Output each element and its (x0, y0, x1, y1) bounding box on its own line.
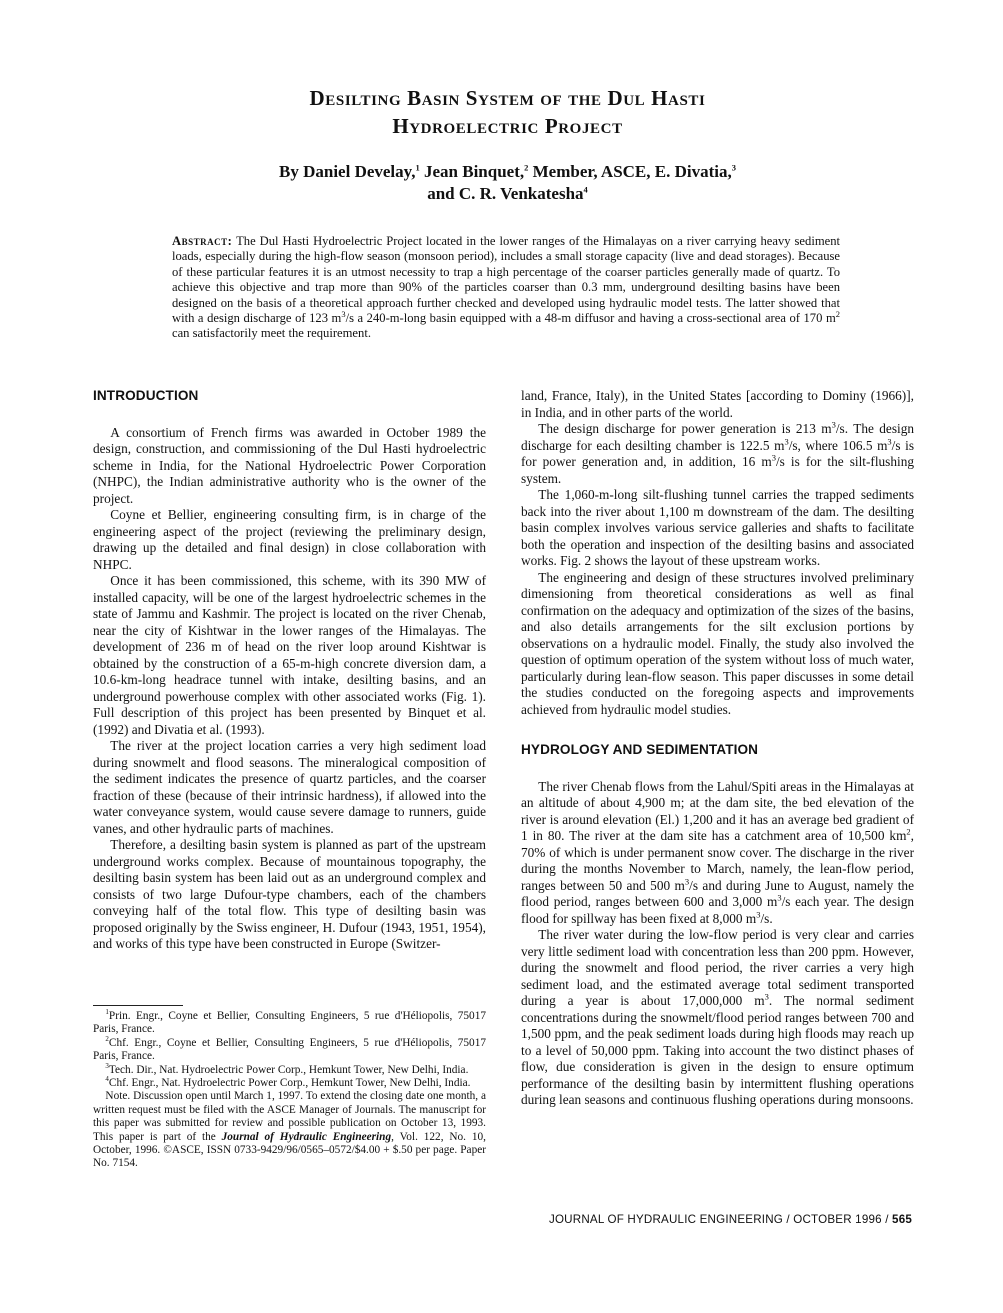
paragraph: Once it has been commissioned, this scheme, with its 390 MW of installed capacity, will be one of the largest hydroelectric schemes in the state of Jammu and Kashmir. The project is located on the river Chenab, near the city of Kishtwar in the lower ranges of the Himalayas. The development of 236 m of head on the river loop around Kishtwar is obtained by the construction of a 65-m-high concrete diversion dam, a 10.6-km-long headrace tunnel with intake, desilting basins, and an underground powerhouse complex with other associated works (Fig. 1). Full description of this project has been presented by Binquet et al. (1992) and Divatia et al. (1993). (93, 573, 486, 737)
authors-line-2 (90, 183, 925, 205)
abstract (172, 234, 840, 342)
footnote-ref: 1 (415, 162, 420, 173)
page-number: 565 (892, 1213, 912, 1226)
superscript: 3 (341, 308, 346, 319)
footnote-ref: 2 (524, 162, 529, 173)
page-footer (521, 1213, 912, 1226)
paragraph (521, 927, 914, 1109)
footnote-2 (93, 1037, 486, 1064)
paragraph: The river at the project location carries a very high sediment load during snowmelt and flood seasons. The mineralogical composition of the sediment indicates the presence of quartz particles, and the coarser fraction of these (because of their intrinsic hardness), if allowed into the water conveyance system, would cause severe damage to runners, guide vanes, and other hydraulic parts of machines. (93, 738, 486, 836)
by-label: By (279, 162, 299, 181)
title-line-1: Desilting Basin System of the Dul Hasti (309, 86, 706, 110)
text-run: /s is for power generation and, in addition, 16 m (521, 437, 914, 469)
superscript: 3 (784, 436, 789, 447)
footnote-1 (93, 1010, 486, 1037)
superscript: 3 (777, 892, 782, 903)
section-heading-hydrology: HYDROLOGY AND SEDIMENTATION (521, 742, 759, 757)
paragraph: Coyne et Bellier, engineering consulting firm, is in charge of the engineering aspect of the project (reviewing the preliminary design, drawing up the detailed and final design) in close collaboration with NHPC. (93, 507, 486, 572)
footnote-3 (93, 1061, 486, 1077)
superscript: 3 (887, 436, 892, 447)
paragraph: land, France, Italy), in the United States [according to Dominy (1966)], in India, and in other parts of the world. (521, 388, 914, 420)
paper-title (90, 84, 925, 140)
note-text: , Vol. 122, No. 10, October, 1996. ©ASCE, ISSN 0733-9429/96/0565–0572/$4.00 + $.50 per page. Paper No. 7154. (93, 1130, 486, 1170)
superscript: 2 (906, 826, 911, 837)
footnote-text: Tech. Dir., Nat. Hydroelectric Power Corp., Hemkunt Tower, New Delhi, India. (108, 1063, 469, 1076)
paragraph: A consortium of French firms was awarded in October 1989 the design, construction, and commissioning of the Dul Hasti hydroelectric scheme in India, for the National Hydroelectric Power Corporation (NHPC), the Indian administrative authority who is the owner of the project. (93, 424, 486, 506)
paragraph: The 1,060-m-long silt-flushing tunnel carries the trapped sediments back into the river about 1,100 m downstream of the dam. The desilting basin complex involves various service galleries and shafts to facilitate both the operation and inspection of the desilting basins and associated works. Fig. 2 shows the layout of these upstream works. (521, 487, 914, 568)
footnote-ref: 3 (731, 162, 736, 173)
note-text: Note. Discussion open until March 1, 1997. To extend the closing date one month, a written request must be filed with the ASCE Manager of Journals. The manuscript for this paper was submitted for review and possible publication on October 13, 1993. This paper is part of the (93, 1090, 486, 1143)
footnote-marker: 2 (105, 1035, 109, 1044)
superscript: 3 (756, 909, 761, 920)
superscript: 3 (764, 991, 769, 1002)
text-run: /s each year. The design flood for spillway has been fixed at 8,000 m (521, 894, 914, 926)
superscript: 3 (684, 876, 690, 887)
journal-name: Journal of Hydraulic Engineering (221, 1130, 392, 1143)
author-develay: Daniel Develay, (303, 162, 416, 181)
authors-line-1 (90, 161, 925, 183)
paragraph (521, 421, 914, 487)
right-column (521, 388, 914, 1109)
text-run: /s. The design discharge for each desilting chamber is 122.5 m (521, 421, 914, 453)
footnote-marker: 3 (105, 1061, 109, 1070)
superscript: 2 (835, 308, 840, 319)
running-footer: JOURNAL OF HYDRAULIC ENGINEERING / OCTOBER 1996 / (548, 1213, 893, 1226)
text-run: /s. (760, 910, 773, 926)
title-line-2: Hydroelectric Project (392, 114, 623, 138)
footnote-ref: 4 (583, 184, 588, 195)
paragraph (521, 779, 914, 928)
abstract-text: The Dul Hasti Hydroelectric Project located in the lower ranges of the Himalayas on a river carrying heavy sediment loads, especially during the high-flow season (monsoon period), includes a small storage capacity (live and dead storages). Because of these particular features it is an utmost necessity to trap a high percentage of the coarser particles generally made of quartz. To achieve this objective and trap more than 90% of the particles coarser than 0.3 mm, underground desilting basins have been designed on the basis of a theoretical approach further checked and developed using hydraulic model tests. The latter showed that with a design discharge of 123 m (172, 234, 840, 326)
author-venkatesha: and C. R. Venkatesha (427, 184, 584, 203)
text-run: /s is for the silt-flushing system. (521, 454, 914, 486)
text-run: . The normal sediment concentrations during the snowmelt/flood period ranges between 700 and 1,500 ppm, and the peak sediment loads during high floods may reach up to a level of 50,000 ppm. Taking into account the two distinct phases of flow, due consideration is given in the design to ensure optimum performance of the desilting basin by intermittent flushing operations during lean seasons and continuous flushing operations during monsoons. (521, 993, 914, 1107)
footnote-4 (93, 1077, 486, 1090)
text-run: The river water during the low-flow period is very clear and carries very little sediment load with concentration less than 200 ppm. However, during the snowmelt and flood period, the river carries a very high sediment load, and the estimated average total sediment transported during a year is about 17,000,000 m (521, 927, 914, 1008)
text-run: /s, where 106.5 m (788, 437, 888, 453)
abstract-text: can satisfactorily meet the requirement. (172, 326, 371, 341)
text-run: , 70% of which is under permanent snow cover. The discharge in the river during the months November to March, namely, the lean-flow period, ranges between 50 and 500 m (521, 828, 914, 893)
abstract-text: /s a 240-m-long basin equipped with a 48-m diffusor and having a cross-sectional area of 170 m (345, 311, 836, 326)
paragraph: The engineering and design of these structures involved preliminary dimensioning from theoretical considerations as well as final confirmation on the adequacy and optimization of the sizes of the basins, and also details arrangements for the silt exclusion portions by observations on a hydraulic model. Finally, the study also involved the question of optimum operation of the system without loss of much water, particularly during lean-flow season. This paper discusses in some detail the studies conducted on the foregoing aspects and improvements achieved from hydraulic model studies. (521, 569, 914, 717)
footnote-marker: 1 (105, 1008, 109, 1017)
text-run: The design discharge for power generation is 213 m (538, 421, 832, 436)
footnote-text: Chf. Engr., Coyne et Bellier, Consulting Engineers, 5 rue d'Héliopolis, 75017 Paris, France. (93, 1036, 486, 1063)
author-binquet: Jean Binquet, (423, 162, 525, 181)
section-heading-introduction: INTRODUCTION (93, 388, 199, 403)
paragraph: Therefore, a desilting basin system is planned as part of the upstream underground works complex. Because of mountainous topography, the desilting basin system has been laid out as an underground complex and consists of two large Dufour-type chambers, each of the chambers conveying half of the total flow. This type of desilting basin was proposed originally by the Swiss engineer, H. Dufour (1943, 1951, 1954), and works of this type have been constructed in Europe (Switzer- (93, 837, 486, 951)
discussion-note (93, 1090, 486, 1170)
left-column (93, 388, 486, 953)
footnote-text: Chf. Engr., Nat. Hydroelectric Power Corp., Hemkunt Tower, New Delhi, India. (108, 1077, 471, 1090)
author-divatia: Member, ASCE, E. Divatia, (532, 162, 732, 181)
footnote-text: Prin. Engr., Coyne et Bellier, Consulting Engineers, 5 rue d'Héliopolis, 75017 Paris, France. (93, 1010, 486, 1036)
superscript: 3 (831, 419, 836, 430)
footnote-divider (93, 1005, 183, 1006)
footnote-marker: 4 (105, 1075, 109, 1084)
text-run: The river Chenab flows from the Lahul/Spiti areas in the Himalayas at an altitude of about 4,900 m; at the dam site, the bed elevation of the river is around elevation (El.) 1,200 and it has an average bed gradient of 1 in 80. The river at the dam site has a catchment area of 10,500 km (521, 778, 914, 843)
abstract-label: Abstract: (172, 234, 233, 248)
author-list (90, 161, 925, 205)
text-run: /s and during June to August, namely the flood period, ranges between 600 and 3,000 m (521, 877, 914, 909)
superscript: 3 (771, 452, 776, 463)
footnotes (93, 1010, 486, 1171)
